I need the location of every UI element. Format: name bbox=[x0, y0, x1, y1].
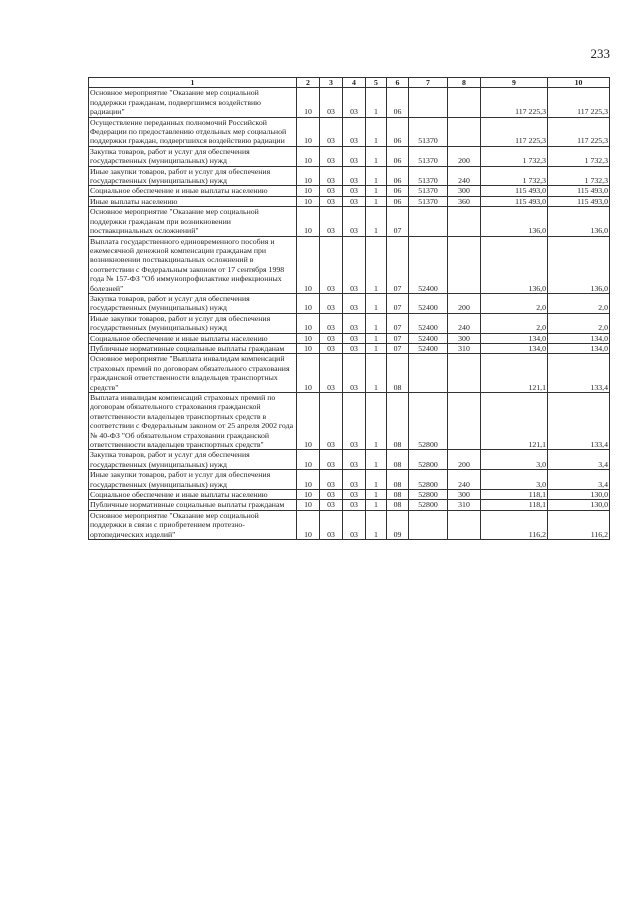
table-row bbox=[89, 490, 610, 500]
amount-cell: 2,0 bbox=[481, 313, 548, 333]
code-cell: 03 bbox=[320, 393, 343, 450]
code-cell bbox=[448, 207, 481, 236]
amount-cell: 117 225,3 bbox=[548, 88, 610, 117]
code-cell: 03 bbox=[343, 500, 366, 510]
code-cell: 03 bbox=[320, 186, 343, 196]
row-name: Закупка товаров, работ и услуг для обеспечения государственных (муниципальных) нужд bbox=[89, 146, 297, 166]
amount-cell: 117 225,3 bbox=[481, 88, 548, 117]
row-name: Основное мероприятие "Оказание мер социальной поддержки гражданам при возникновении поствакцинальных осложнений" bbox=[89, 207, 297, 236]
code-cell: 06 bbox=[387, 186, 409, 196]
row-name: Социальное обеспечение и иные выплаты населению bbox=[89, 333, 297, 343]
code-cell: 03 bbox=[320, 166, 343, 186]
code-cell: 1 bbox=[366, 500, 387, 510]
code-cell: 03 bbox=[343, 343, 366, 353]
code-cell bbox=[448, 236, 481, 293]
code-cell: 51370 bbox=[409, 117, 448, 146]
amount-cell: 133,4 bbox=[548, 354, 610, 393]
column-header: 5 bbox=[366, 78, 387, 88]
code-cell: 1 bbox=[366, 343, 387, 353]
amount-cell: 3,4 bbox=[548, 470, 610, 490]
code-cell: 1 bbox=[366, 293, 387, 313]
code-cell: 52400 bbox=[409, 293, 448, 313]
table-row bbox=[89, 450, 610, 470]
code-cell: 200 bbox=[448, 146, 481, 166]
code-cell: 10 bbox=[297, 333, 320, 343]
code-cell: 10 bbox=[297, 490, 320, 500]
table-row bbox=[89, 393, 610, 450]
amount-cell: 134,0 bbox=[481, 343, 548, 353]
row-name: Закупка товаров, работ и услуг для обеспечения государственных (муниципальных) нужд bbox=[89, 450, 297, 470]
budget-table bbox=[88, 77, 610, 540]
code-cell: 03 bbox=[320, 313, 343, 333]
amount-cell: 115 493,0 bbox=[548, 186, 610, 196]
code-cell: 03 bbox=[343, 333, 366, 343]
code-cell: 03 bbox=[320, 333, 343, 343]
code-cell bbox=[409, 354, 448, 393]
code-cell: 52400 bbox=[409, 236, 448, 293]
amount-cell: 115 493,0 bbox=[548, 196, 610, 206]
table-row bbox=[89, 236, 610, 293]
amount-cell: 1 732,3 bbox=[548, 166, 610, 186]
code-cell: 03 bbox=[320, 196, 343, 206]
table-row bbox=[89, 470, 610, 490]
amount-cell: 121,1 bbox=[481, 354, 548, 393]
code-cell: 200 bbox=[448, 293, 481, 313]
code-cell: 240 bbox=[448, 166, 481, 186]
code-cell: 03 bbox=[320, 354, 343, 393]
code-cell: 03 bbox=[320, 117, 343, 146]
code-cell: 03 bbox=[320, 293, 343, 313]
code-cell: 10 bbox=[297, 88, 320, 117]
code-cell: 03 bbox=[320, 343, 343, 353]
table-row bbox=[89, 207, 610, 236]
code-cell: 10 bbox=[297, 186, 320, 196]
code-cell: 1 bbox=[366, 333, 387, 343]
code-cell: 300 bbox=[448, 186, 481, 196]
code-cell: 10 bbox=[297, 166, 320, 186]
amount-cell: 116,2 bbox=[481, 510, 548, 539]
amount-cell: 136,0 bbox=[481, 236, 548, 293]
code-cell bbox=[448, 354, 481, 393]
code-cell: 10 bbox=[297, 510, 320, 539]
code-cell: 300 bbox=[448, 490, 481, 500]
row-name: Иные выплаты населению bbox=[89, 196, 297, 206]
code-cell: 52800 bbox=[409, 450, 448, 470]
code-cell: 10 bbox=[297, 500, 320, 510]
code-cell: 1 bbox=[366, 510, 387, 539]
code-cell: 07 bbox=[387, 313, 409, 333]
header-row bbox=[89, 78, 610, 88]
code-cell: 52400 bbox=[409, 313, 448, 333]
table-row bbox=[89, 500, 610, 510]
code-cell: 52800 bbox=[409, 490, 448, 500]
code-cell: 03 bbox=[343, 117, 366, 146]
code-cell: 1 bbox=[366, 207, 387, 236]
amount-cell: 2,0 bbox=[548, 313, 610, 333]
code-cell: 1 bbox=[366, 354, 387, 393]
amount-cell: 1 732,3 bbox=[548, 146, 610, 166]
column-header: 2 bbox=[297, 78, 320, 88]
amount-cell: 1 732,3 bbox=[481, 146, 548, 166]
code-cell: 1 bbox=[366, 490, 387, 500]
code-cell: 03 bbox=[320, 207, 343, 236]
amount-cell: 117 225,3 bbox=[548, 117, 610, 146]
code-cell: 03 bbox=[343, 490, 366, 500]
code-cell: 10 bbox=[297, 293, 320, 313]
code-cell: 07 bbox=[387, 343, 409, 353]
row-name: Основное мероприятие "Оказание мер социальной поддержки в связи с приобретением протезно-ортопедических изделий" bbox=[89, 510, 297, 539]
code-cell bbox=[448, 510, 481, 539]
code-cell: 07 bbox=[387, 293, 409, 313]
row-name: Выплата государственного единовременного пособия и ежемесячной денежной компенсации гражданам при возникновении поствакцинальных осложнений в соответствии с Федеральным законом от 17 сентября 1998 года № 157-ФЗ "Об иммунопрофилактике инфекционных болезней" bbox=[89, 236, 297, 293]
code-cell: 51370 bbox=[409, 186, 448, 196]
code-cell: 51370 bbox=[409, 166, 448, 186]
code-cell: 10 bbox=[297, 196, 320, 206]
code-cell: 03 bbox=[320, 88, 343, 117]
code-cell bbox=[448, 88, 481, 117]
column-header: 8 bbox=[448, 78, 481, 88]
code-cell: 03 bbox=[343, 88, 366, 117]
table-row bbox=[89, 166, 610, 186]
code-cell: 240 bbox=[448, 313, 481, 333]
amount-cell: 2,0 bbox=[481, 293, 548, 313]
table-row bbox=[89, 293, 610, 313]
code-cell: 06 bbox=[387, 88, 409, 117]
code-cell: 03 bbox=[320, 450, 343, 470]
table-row bbox=[89, 146, 610, 166]
amount-cell: 115 493,0 bbox=[481, 186, 548, 196]
page-number: 233 bbox=[590, 46, 610, 61]
code-cell: 1 bbox=[366, 313, 387, 333]
row-name: Закупка товаров, работ и услуг для обеспечения государственных (муниципальных) нужд bbox=[89, 293, 297, 313]
code-cell: 03 bbox=[343, 354, 366, 393]
row-name: Социальное обеспечение и иные выплаты населению bbox=[89, 186, 297, 196]
amount-cell: 118,1 bbox=[481, 500, 548, 510]
amount-cell: 136,0 bbox=[481, 207, 548, 236]
code-cell: 03 bbox=[343, 166, 366, 186]
code-cell: 1 bbox=[366, 196, 387, 206]
row-name: Осуществление переданных полномочий Российской Федерации по предоставлению отдельных мер социальной поддержки граждан, подвергшихся воздействию радиации bbox=[89, 117, 297, 146]
amount-cell: 117 225,3 bbox=[481, 117, 548, 146]
code-cell: 03 bbox=[320, 510, 343, 539]
code-cell: 1 bbox=[366, 117, 387, 146]
amount-cell: 115 493,0 bbox=[481, 196, 548, 206]
code-cell bbox=[409, 88, 448, 117]
code-cell: 10 bbox=[297, 470, 320, 490]
code-cell: 52400 bbox=[409, 333, 448, 343]
table-row bbox=[89, 354, 610, 393]
amount-cell: 130,0 bbox=[548, 500, 610, 510]
row-name: Иные закупки товаров, работ и услуг для обеспечения государственных (муниципальных) нужд bbox=[89, 166, 297, 186]
amount-cell: 136,0 bbox=[548, 236, 610, 293]
code-cell: 08 bbox=[387, 393, 409, 450]
code-cell: 03 bbox=[320, 500, 343, 510]
code-cell: 10 bbox=[297, 354, 320, 393]
code-cell: 03 bbox=[343, 393, 366, 450]
code-cell: 1 bbox=[366, 186, 387, 196]
code-cell: 10 bbox=[297, 146, 320, 166]
table-row bbox=[89, 333, 610, 343]
table-row bbox=[89, 313, 610, 333]
code-cell: 10 bbox=[297, 117, 320, 146]
table-body bbox=[89, 88, 610, 540]
code-cell: 07 bbox=[387, 333, 409, 343]
amount-cell: 116,2 bbox=[548, 510, 610, 539]
code-cell: 09 bbox=[387, 510, 409, 539]
code-cell: 1 bbox=[366, 393, 387, 450]
code-cell: 10 bbox=[297, 450, 320, 470]
code-cell: 07 bbox=[387, 207, 409, 236]
code-cell: 10 bbox=[297, 207, 320, 236]
code-cell: 03 bbox=[343, 293, 366, 313]
code-cell: 08 bbox=[387, 450, 409, 470]
code-cell: 07 bbox=[387, 236, 409, 293]
table-row bbox=[89, 510, 610, 539]
row-name: Публичные нормативные социальные выплаты гражданам bbox=[89, 343, 297, 353]
code-cell: 200 bbox=[448, 450, 481, 470]
code-cell: 03 bbox=[320, 470, 343, 490]
code-cell: 03 bbox=[343, 450, 366, 470]
code-cell: 52400 bbox=[409, 343, 448, 353]
code-cell: 03 bbox=[343, 146, 366, 166]
code-cell: 06 bbox=[387, 117, 409, 146]
code-cell: 03 bbox=[343, 196, 366, 206]
amount-cell: 136,0 bbox=[548, 207, 610, 236]
code-cell: 1 bbox=[366, 166, 387, 186]
table-row bbox=[89, 117, 610, 146]
row-name: Иные закупки товаров, работ и услуг для обеспечения государственных (муниципальных) нужд bbox=[89, 470, 297, 490]
code-cell: 52800 bbox=[409, 470, 448, 490]
table-row bbox=[89, 88, 610, 117]
amount-cell: 134,0 bbox=[548, 343, 610, 353]
amount-cell: 134,0 bbox=[481, 333, 548, 343]
code-cell: 310 bbox=[448, 343, 481, 353]
code-cell: 10 bbox=[297, 236, 320, 293]
amount-cell: 121,1 bbox=[481, 393, 548, 450]
code-cell: 1 bbox=[366, 88, 387, 117]
code-cell: 52800 bbox=[409, 500, 448, 510]
code-cell: 06 bbox=[387, 146, 409, 166]
amount-cell: 2,0 bbox=[548, 293, 610, 313]
code-cell: 10 bbox=[297, 393, 320, 450]
code-cell bbox=[409, 510, 448, 539]
code-cell: 300 bbox=[448, 333, 481, 343]
column-header: 10 bbox=[548, 78, 610, 88]
code-cell bbox=[409, 207, 448, 236]
column-header: 4 bbox=[343, 78, 366, 88]
code-cell: 360 bbox=[448, 196, 481, 206]
code-cell: 51370 bbox=[409, 146, 448, 166]
table-row bbox=[89, 186, 610, 196]
table-row bbox=[89, 196, 610, 206]
column-header: 3 bbox=[320, 78, 343, 88]
column-header: 7 bbox=[409, 78, 448, 88]
code-cell: 10 bbox=[297, 343, 320, 353]
amount-cell: 133,4 bbox=[548, 393, 610, 450]
code-cell bbox=[448, 117, 481, 146]
code-cell: 06 bbox=[387, 196, 409, 206]
code-cell: 03 bbox=[343, 470, 366, 490]
code-cell: 08 bbox=[387, 500, 409, 510]
row-name: Публичные нормативные социальные выплаты гражданам bbox=[89, 500, 297, 510]
amount-cell: 118,1 bbox=[481, 490, 548, 500]
amount-cell: 134,0 bbox=[548, 333, 610, 343]
row-name: Иные закупки товаров, работ и услуг для обеспечения государственных (муниципальных) нужд bbox=[89, 313, 297, 333]
code-cell: 240 bbox=[448, 470, 481, 490]
code-cell: 1 bbox=[366, 450, 387, 470]
code-cell: 06 bbox=[387, 166, 409, 186]
code-cell: 52800 bbox=[409, 393, 448, 450]
code-cell: 1 bbox=[366, 470, 387, 490]
code-cell: 08 bbox=[387, 354, 409, 393]
amount-cell: 3,0 bbox=[481, 470, 548, 490]
code-cell: 310 bbox=[448, 500, 481, 510]
amount-cell: 130,0 bbox=[548, 490, 610, 500]
code-cell: 03 bbox=[343, 313, 366, 333]
code-cell bbox=[448, 393, 481, 450]
column-header: 6 bbox=[387, 78, 409, 88]
row-name: Основное мероприятие "Выплата инвалидам компенсаций страховых премий по договорам обязательного страхования гражданской ответственности владельцев транспортных средств" bbox=[89, 354, 297, 393]
amount-cell: 1 732,3 bbox=[481, 166, 548, 186]
column-header: 9 bbox=[481, 78, 548, 88]
row-name: Выплата инвалидам компенсаций страховых премий по договорам обязательного страхования гражданской ответственности владельцев транспортных средств в соответствии с Федеральным законом от 25 апреля 2002 года № 40-ФЗ "Об обязательном страховании гражданской ответственности владельцев транспортных средств" bbox=[89, 393, 297, 450]
code-cell: 03 bbox=[320, 146, 343, 166]
code-cell: 03 bbox=[343, 236, 366, 293]
code-cell: 1 bbox=[366, 146, 387, 166]
column-header: 1 bbox=[89, 78, 297, 88]
row-name: Социальное обеспечение и иные выплаты населению bbox=[89, 490, 297, 500]
row-name: Основное мероприятие "Оказание мер социальной поддержки гражданам, подвергшимся воздействию радиации" bbox=[89, 88, 297, 117]
code-cell: 03 bbox=[343, 510, 366, 539]
code-cell: 08 bbox=[387, 490, 409, 500]
code-cell: 51370 bbox=[409, 196, 448, 206]
code-cell: 03 bbox=[343, 207, 366, 236]
code-cell: 03 bbox=[343, 186, 366, 196]
code-cell: 08 bbox=[387, 470, 409, 490]
code-cell: 10 bbox=[297, 313, 320, 333]
table-row bbox=[89, 343, 610, 353]
code-cell: 1 bbox=[366, 236, 387, 293]
amount-cell: 3,4 bbox=[548, 450, 610, 470]
amount-cell: 3,0 bbox=[481, 450, 548, 470]
code-cell: 03 bbox=[320, 236, 343, 293]
code-cell: 03 bbox=[320, 490, 343, 500]
